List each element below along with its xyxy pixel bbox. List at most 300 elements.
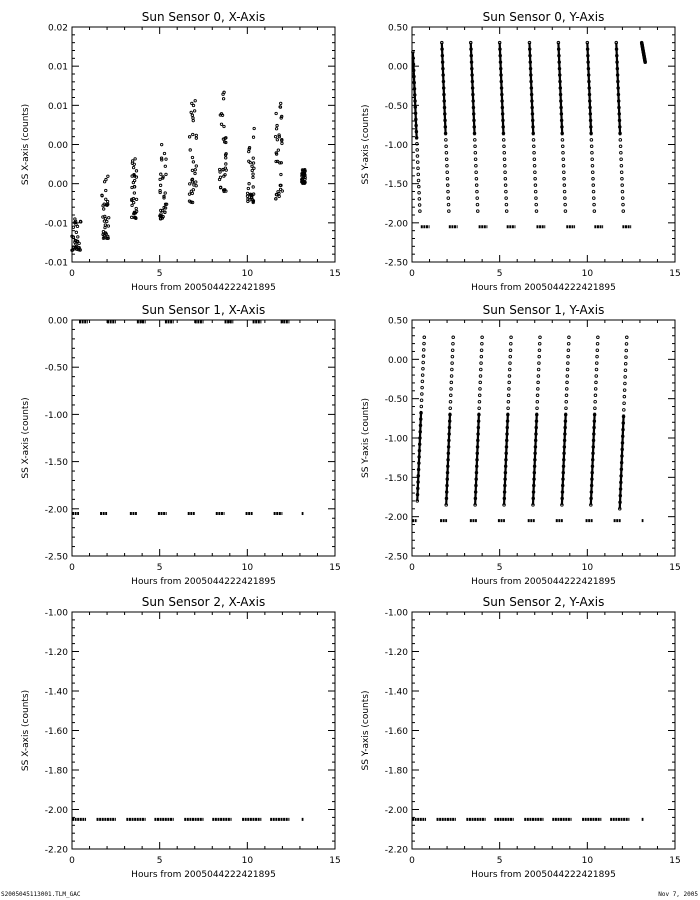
data-point — [595, 381, 598, 384]
data-cluster — [218, 91, 227, 192]
data-point — [422, 355, 425, 358]
data-ramp — [532, 336, 542, 506]
data-ramp — [416, 336, 426, 502]
chart-title: Sun Sensor 0, Y-Axis — [482, 10, 605, 24]
y-tick-label: -2.20 — [384, 845, 408, 856]
data-point — [130, 216, 132, 218]
data-ramp — [528, 41, 538, 212]
x-tick-label: 5 — [496, 856, 503, 866]
y-tick-label: -2.00 — [384, 219, 408, 230]
data-point — [562, 158, 565, 161]
data-point — [417, 173, 420, 176]
data-point — [102, 216, 104, 218]
x-axis-label: Hours from 2005044222421895 — [471, 870, 616, 880]
data-point — [218, 168, 220, 170]
data-point — [624, 376, 627, 379]
y-tick-label: -1.00 — [384, 434, 408, 445]
y-tick-label: -1.50 — [384, 180, 408, 191]
data-point — [625, 356, 628, 359]
data-point — [75, 231, 77, 233]
data-point — [625, 349, 628, 352]
data-point — [533, 151, 536, 154]
data-point — [192, 189, 194, 191]
plot-frame — [72, 320, 335, 556]
data-point — [159, 178, 161, 180]
chart-panel-0 — [21, 10, 341, 293]
data-point — [281, 142, 283, 144]
data-point — [278, 195, 280, 197]
data-point — [503, 145, 506, 148]
data-point — [510, 336, 513, 339]
data-point — [480, 349, 483, 352]
data-point — [280, 184, 282, 186]
data-point — [595, 375, 598, 378]
x-tick-label: 5 — [496, 269, 503, 279]
data-point — [195, 134, 197, 136]
data-point — [509, 349, 512, 352]
data-point — [563, 190, 566, 193]
data-point — [565, 407, 568, 410]
data-point — [447, 190, 450, 193]
data-point — [222, 168, 224, 170]
data-point — [625, 336, 628, 339]
data-point — [452, 342, 455, 345]
data-point — [536, 394, 539, 397]
data-point — [473, 139, 476, 142]
data-point — [194, 100, 196, 102]
data-point — [452, 336, 455, 339]
chart-title: Sun Sensor 1, Y-Axis — [482, 303, 605, 317]
data-point — [475, 171, 478, 174]
data-point — [192, 117, 194, 119]
chart-panel-3 — [361, 303, 681, 587]
data-point — [446, 177, 449, 180]
y-axis-label: SS Y-axis (counts) — [361, 690, 371, 771]
data-point — [564, 197, 567, 200]
data-point — [591, 171, 594, 174]
data-point — [252, 176, 254, 178]
data-point — [252, 162, 254, 164]
data-point — [135, 170, 137, 172]
data-point — [564, 210, 567, 213]
data-ramp — [615, 41, 625, 212]
data-point — [222, 93, 224, 95]
data-point — [447, 197, 450, 200]
data-point — [449, 400, 452, 403]
data-point — [188, 200, 190, 202]
data-point — [475, 177, 478, 180]
data-point — [194, 169, 196, 171]
data-cluster — [188, 100, 197, 204]
data-ramp — [503, 336, 513, 506]
data-point — [534, 184, 537, 187]
data-point — [590, 145, 593, 148]
data-point — [509, 342, 512, 345]
chart-panel-1 — [361, 10, 681, 293]
y-tick-label: 0.01 — [47, 101, 68, 112]
data-point — [76, 225, 78, 227]
data-point — [106, 200, 108, 202]
data-point — [191, 169, 193, 171]
data-ramp — [557, 41, 567, 212]
data-point — [622, 210, 625, 213]
footer-file-name: S2005045113001.TLM_GAC — [1, 891, 81, 898]
data-point — [279, 106, 281, 108]
data-ramp — [469, 41, 479, 212]
data-point — [135, 198, 137, 200]
data-point — [505, 190, 508, 193]
y-tick-label: -0.50 — [44, 363, 68, 374]
data-point — [509, 362, 512, 365]
data-point — [479, 368, 482, 371]
data-point — [450, 388, 453, 391]
x-tick-label: 15 — [669, 563, 681, 573]
data-point — [563, 184, 566, 187]
x-tick-label: 10 — [241, 856, 254, 866]
data-point — [537, 388, 540, 391]
data-point — [421, 380, 424, 383]
data-point — [565, 400, 568, 403]
data-point — [538, 349, 541, 352]
data-point — [621, 197, 624, 200]
data-point — [596, 342, 599, 345]
data-point — [567, 355, 570, 358]
x-tick-label: 10 — [581, 563, 594, 573]
data-ramp — [618, 336, 628, 510]
data-point — [508, 375, 511, 378]
data-point — [446, 184, 449, 187]
data-point — [79, 221, 81, 223]
data-point — [623, 389, 626, 392]
data-series-0 — [71, 91, 307, 251]
data-point — [536, 400, 539, 403]
data-point — [223, 125, 225, 127]
data-point — [275, 128, 277, 130]
y-tick-label: -1.50 — [384, 473, 408, 484]
x-tick-label: 0 — [69, 563, 75, 573]
data-point — [252, 173, 254, 175]
y-tick-label: -2.50 — [44, 552, 68, 563]
data-point — [623, 409, 626, 412]
data-point — [451, 355, 454, 358]
data-point — [161, 159, 163, 161]
data-point — [591, 151, 594, 154]
data-point — [275, 198, 277, 200]
data-point — [249, 199, 251, 201]
data-point — [164, 165, 166, 167]
data-point — [445, 151, 448, 154]
data-point — [246, 195, 248, 197]
data-point — [447, 203, 450, 206]
y-tick-label: -2.00 — [44, 505, 68, 516]
data-point — [248, 160, 250, 162]
x-tick-label: 5 — [156, 856, 163, 866]
data-point — [451, 349, 454, 352]
data-point — [534, 190, 537, 193]
data-point — [252, 157, 254, 159]
y-tick-label: -0.01 — [44, 219, 68, 230]
data-point — [280, 173, 282, 175]
data-point — [504, 184, 507, 187]
y-tick-label: 0.02 — [47, 23, 68, 34]
data-point — [253, 167, 255, 169]
data-point — [248, 150, 250, 152]
data-point — [278, 192, 280, 194]
data-point — [503, 164, 506, 167]
data-point — [476, 190, 479, 193]
chart-title: Sun Sensor 0, X-Axis — [141, 10, 266, 24]
y-tick-label: -1.20 — [384, 648, 408, 658]
data-point — [624, 369, 627, 372]
data-point — [163, 152, 165, 154]
data-point — [191, 156, 193, 158]
y-tick-label: -2.20 — [44, 845, 68, 856]
data-point — [534, 171, 537, 174]
data-point — [132, 166, 134, 168]
data-point — [480, 355, 483, 358]
data-point — [449, 394, 452, 397]
data-point — [478, 394, 481, 397]
data-point — [503, 151, 506, 154]
data-point — [474, 145, 477, 148]
data-series-0 — [412, 41, 647, 212]
y-tick-label: 0.00 — [47, 316, 68, 327]
x-tick-label: 10 — [581, 269, 594, 279]
data-cluster — [130, 158, 137, 220]
data-point — [420, 405, 423, 408]
data-point — [594, 388, 597, 391]
data-point — [481, 342, 484, 345]
data-point — [418, 185, 421, 188]
data-ramp — [474, 336, 484, 506]
data-point — [131, 204, 133, 206]
y-axis-label: SS Y-axis (counts) — [361, 104, 371, 185]
data-point — [253, 127, 255, 129]
data-point — [417, 167, 420, 170]
data-point — [592, 184, 595, 187]
data-point — [252, 186, 254, 188]
data-point — [225, 163, 227, 165]
data-point — [248, 182, 250, 184]
y-tick-label: -1.00 — [44, 608, 68, 619]
data-point — [188, 136, 190, 138]
data-point — [480, 362, 483, 365]
data-point — [591, 164, 594, 167]
data-point — [246, 192, 248, 194]
y-tick-label: -2.00 — [44, 806, 68, 816]
data-point — [103, 220, 105, 222]
data-point — [133, 179, 135, 181]
data-point — [278, 135, 280, 137]
data-point — [135, 210, 137, 212]
data-point — [72, 226, 74, 228]
data-point — [597, 336, 600, 339]
data-point — [247, 187, 249, 189]
data-ramp — [640, 41, 646, 63]
data-point — [592, 190, 595, 193]
data-point — [566, 368, 569, 371]
data-point — [504, 171, 507, 174]
data-point — [191, 114, 193, 116]
data-point — [623, 395, 626, 398]
data-point — [535, 203, 538, 206]
y-tick-label: -1.00 — [384, 608, 408, 619]
data-point — [220, 123, 222, 125]
data-point — [192, 119, 194, 121]
data-point — [164, 211, 166, 213]
data-point — [252, 136, 254, 138]
data-ramp — [498, 41, 508, 212]
data-point — [567, 362, 570, 365]
data-point — [509, 355, 512, 358]
data-point — [562, 151, 565, 154]
y-tick-label: 0.50 — [387, 23, 408, 34]
y-tick-label: -1.80 — [44, 766, 68, 777]
data-point — [507, 394, 510, 397]
data-point — [188, 193, 190, 195]
data-point — [508, 388, 511, 391]
data-point — [537, 368, 540, 371]
data-point — [77, 236, 79, 238]
data-point — [594, 407, 597, 410]
data-point — [593, 197, 596, 200]
data-point — [418, 198, 421, 201]
y-tick-label: -1.80 — [384, 766, 408, 777]
data-point — [532, 145, 535, 148]
data-point — [620, 151, 623, 154]
data-point — [133, 186, 135, 188]
chart-panel-4 — [21, 595, 341, 880]
data-point — [108, 217, 110, 219]
data-point — [596, 355, 599, 358]
data-point — [276, 124, 278, 126]
data-point — [225, 157, 227, 159]
data-point — [219, 187, 221, 189]
chart-title: Sun Sensor 1, X-Axis — [141, 303, 266, 317]
y-tick-label: -1.50 — [44, 458, 68, 469]
data-point — [107, 175, 109, 177]
data-point — [416, 161, 419, 164]
data-point — [535, 197, 538, 200]
chart-title: Sun Sensor 2, Y-Axis — [482, 595, 605, 609]
data-point — [195, 185, 197, 187]
data-cluster — [101, 175, 110, 239]
data-point — [193, 110, 195, 112]
data-point — [422, 361, 425, 364]
data-point — [445, 158, 448, 161]
data-point — [160, 209, 162, 211]
data-ramp — [590, 336, 600, 506]
data-point — [423, 342, 426, 345]
data-point — [131, 162, 133, 164]
x-tick-label: 10 — [241, 269, 254, 279]
y-tick-label: 0.00 — [47, 180, 68, 191]
data-point — [192, 161, 194, 163]
y-tick-label: 0.50 — [387, 316, 408, 327]
y-tick-label: -2.00 — [384, 513, 408, 524]
chart-panel-2 — [21, 303, 341, 587]
data-point — [446, 171, 449, 174]
data-point — [133, 192, 135, 194]
y-tick-label: -0.50 — [384, 101, 408, 112]
data-point — [479, 375, 482, 378]
data-point — [192, 133, 194, 135]
data-point — [422, 367, 425, 370]
data-point — [423, 336, 426, 339]
data-point — [596, 349, 599, 352]
data-point — [418, 191, 421, 194]
data-point — [103, 181, 105, 183]
data-point — [276, 139, 278, 141]
data-point — [417, 179, 420, 182]
y-tick-label: 0.00 — [47, 141, 68, 151]
data-point — [565, 388, 568, 391]
y-tick-label: -2.00 — [384, 806, 408, 816]
data-point — [160, 143, 162, 145]
x-axis-label: Hours from 2005044222421895 — [471, 577, 616, 587]
chart-title: Sun Sensor 2, X-Axis — [141, 595, 266, 609]
data-point — [195, 181, 197, 183]
data-point — [625, 343, 628, 346]
x-tick-label: 15 — [329, 856, 341, 866]
data-point — [451, 362, 454, 365]
data-point — [532, 139, 535, 142]
y-axis-label: SS X-axis (counts) — [21, 397, 31, 479]
data-point — [476, 197, 479, 200]
y-axis-label: SS X-axis (counts) — [21, 103, 31, 186]
data-point — [567, 349, 570, 352]
y-tick-label: 0.01 — [47, 62, 68, 73]
data-point — [476, 203, 479, 206]
data-point — [593, 210, 596, 213]
data-point — [562, 164, 565, 167]
data-point — [592, 177, 595, 180]
data-point — [195, 165, 197, 167]
data-point — [624, 362, 627, 365]
y-tick-label: -1.60 — [44, 727, 68, 737]
data-cluster — [246, 127, 255, 203]
data-point — [131, 175, 133, 177]
x-tick-label: 15 — [669, 856, 681, 866]
data-point — [538, 355, 541, 358]
data-point — [535, 210, 538, 213]
data-point — [165, 158, 167, 160]
data-point — [416, 143, 419, 146]
data-point — [476, 210, 479, 213]
y-tick-label: -0.50 — [384, 395, 408, 406]
data-point — [194, 172, 196, 174]
y-tick-label: -1.00 — [384, 141, 408, 151]
y-tick-label: 0.00 — [387, 355, 408, 366]
data-point — [104, 224, 106, 226]
data-point — [591, 158, 594, 161]
data-point — [505, 210, 508, 213]
data-point — [219, 176, 221, 178]
data-point — [105, 198, 107, 200]
footer-date: Nov 7, 2005 — [658, 891, 698, 898]
data-point — [104, 226, 106, 228]
data-point — [103, 203, 105, 205]
data-point — [222, 98, 224, 100]
data-point — [507, 400, 510, 403]
data-point — [223, 175, 225, 177]
data-series-0 — [416, 336, 628, 510]
data-point — [421, 393, 424, 396]
data-point — [445, 139, 448, 142]
data-point — [537, 375, 540, 378]
data-point — [566, 381, 569, 384]
data-ramp — [412, 51, 422, 213]
